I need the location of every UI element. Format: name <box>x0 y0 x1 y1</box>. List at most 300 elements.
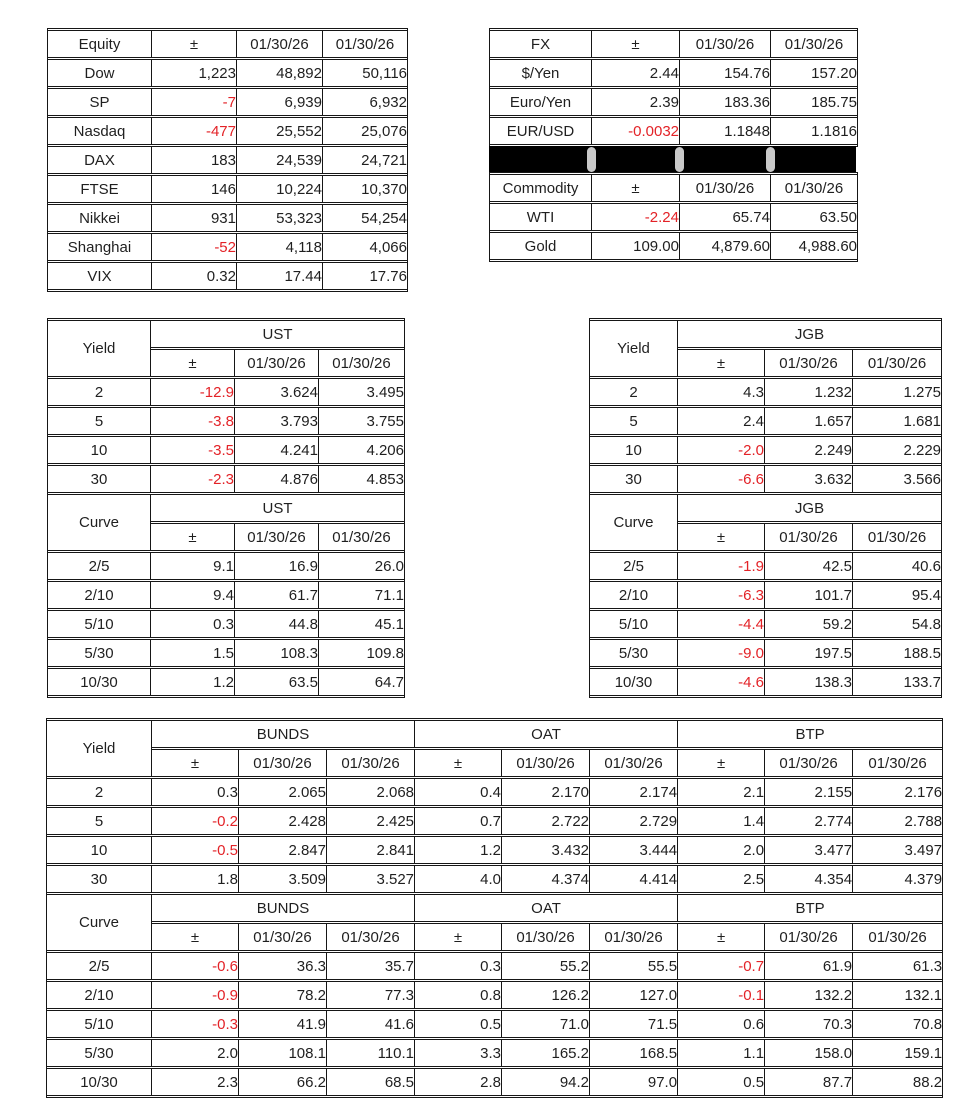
value-cell: 110.1 <box>327 1039 415 1067</box>
value-cell: 24,539 <box>237 146 323 174</box>
row-label: 2/10 <box>590 581 678 609</box>
jgb-table <box>589 318 940 698</box>
value-cell: 2.155 <box>765 778 853 806</box>
row-label: DAX <box>48 146 152 174</box>
value-cell: -3.5 <box>151 436 235 464</box>
value-cell: 2.5 <box>678 865 765 893</box>
value-cell: 71.0 <box>502 1010 590 1038</box>
date-header: 01/30/26 <box>237 30 323 58</box>
value-cell: 40.6 <box>853 552 941 580</box>
table-row <box>47 952 942 980</box>
row-label: 2/10 <box>48 581 151 609</box>
value-cell: 44.8 <box>235 610 319 638</box>
header-row <box>490 30 857 58</box>
table-row <box>47 1039 942 1067</box>
value-cell: 0.5 <box>415 1010 502 1038</box>
value-cell: 25,076 <box>323 117 407 145</box>
row-label: 30 <box>48 465 151 493</box>
group-header-jgb: JGB <box>678 494 941 522</box>
redacted-row <box>489 146 856 172</box>
row-label: 2 <box>48 378 151 406</box>
header-row <box>590 494 941 522</box>
row-label: Dow <box>48 59 152 87</box>
table-row <box>47 1068 942 1096</box>
row-label: 10/30 <box>590 668 678 696</box>
date-header: 01/30/26 <box>765 523 853 551</box>
value-cell: 0.3 <box>151 610 235 638</box>
table-row <box>590 610 941 638</box>
row-label: EUR/USD <box>490 117 592 145</box>
value-cell: -2.24 <box>592 203 680 231</box>
value-cell: 2.068 <box>327 778 415 806</box>
value-cell: 2.1 <box>678 778 765 806</box>
value-cell: 197.5 <box>765 639 853 667</box>
value-cell: 4,118 <box>237 233 323 261</box>
value-cell: 70.8 <box>853 1010 942 1038</box>
value-cell: 3.793 <box>235 407 319 435</box>
value-cell: 95.4 <box>853 581 941 609</box>
header-row <box>490 174 857 202</box>
value-cell: 4.354 <box>765 865 853 893</box>
value-cell: 4.379 <box>853 865 942 893</box>
row-label: 2/5 <box>47 952 152 980</box>
value-cell: 0.3 <box>152 778 239 806</box>
value-cell: 6,932 <box>323 88 407 116</box>
change-header: ± <box>592 174 680 202</box>
value-cell: 1.232 <box>765 378 853 406</box>
value-cell: 94.2 <box>502 1068 590 1096</box>
value-cell: -477 <box>152 117 237 145</box>
group-header-jgb: JGB <box>678 320 941 348</box>
table-row <box>48 552 404 580</box>
value-cell: 2.176 <box>853 778 942 806</box>
value-cell: 2.065 <box>239 778 327 806</box>
value-cell: 0.5 <box>678 1068 765 1096</box>
value-cell: 4.3 <box>678 378 765 406</box>
value-cell: 1.1848 <box>680 117 771 145</box>
value-cell: 17.76 <box>323 262 407 290</box>
group-header-btp: BTP <box>678 894 942 922</box>
value-cell: -12.9 <box>151 378 235 406</box>
value-cell: 2.170 <box>502 778 590 806</box>
group-header-oat: OAT <box>415 894 678 922</box>
header-row <box>47 894 942 922</box>
value-cell: -0.1 <box>678 981 765 1009</box>
date-header: 01/30/26 <box>239 749 327 777</box>
value-cell: -6.3 <box>678 581 765 609</box>
value-cell: 42.5 <box>765 552 853 580</box>
date-header: 01/30/26 <box>327 749 415 777</box>
value-cell: 2.0 <box>678 836 765 864</box>
table-row <box>48 465 404 493</box>
header-row <box>48 320 404 348</box>
date-header: 01/30/26 <box>765 749 853 777</box>
row-label: SP <box>48 88 152 116</box>
value-cell: 66.2 <box>239 1068 327 1096</box>
table-row <box>48 117 407 145</box>
value-cell: 183 <box>152 146 237 174</box>
value-cell: 87.7 <box>765 1068 853 1096</box>
value-cell: 1.2 <box>415 836 502 864</box>
table-row <box>590 407 941 435</box>
value-cell: -0.0032 <box>592 117 680 145</box>
value-cell: 1.275 <box>853 378 941 406</box>
table-row <box>48 407 404 435</box>
europe-bonds-table <box>46 718 941 1098</box>
value-cell: 1,223 <box>152 59 237 87</box>
value-cell: 2.3 <box>152 1068 239 1096</box>
row-label: Shanghai <box>48 233 152 261</box>
date-header: 01/30/26 <box>235 523 319 551</box>
row-label: Gold <box>490 232 592 260</box>
value-cell: 931 <box>152 204 237 232</box>
row-label: 10 <box>47 836 152 864</box>
value-cell: 35.7 <box>327 952 415 980</box>
value-cell: 6,939 <box>237 88 323 116</box>
table-row <box>48 59 407 87</box>
subheader-row <box>47 749 942 777</box>
value-cell: 3.755 <box>319 407 404 435</box>
value-cell: 126.2 <box>502 981 590 1009</box>
value-cell: 183.36 <box>680 88 771 116</box>
column-divider-pill <box>587 147 596 172</box>
table-row <box>590 465 941 493</box>
row-label: 5/30 <box>48 639 151 667</box>
value-cell: 185.75 <box>771 88 857 116</box>
table-row <box>47 1010 942 1038</box>
table-row <box>590 552 941 580</box>
value-cell: 0.6 <box>678 1010 765 1038</box>
value-cell: 3.495 <box>319 378 404 406</box>
value-cell: -1.9 <box>678 552 765 580</box>
value-cell: 41.6 <box>327 1010 415 1038</box>
value-cell: 61.9 <box>765 952 853 980</box>
value-cell: 4.206 <box>319 436 404 464</box>
value-cell: 0.7 <box>415 807 502 835</box>
value-cell: 2.8 <box>415 1068 502 1096</box>
date-header: 01/30/26 <box>239 923 327 951</box>
value-cell: -2.0 <box>678 436 765 464</box>
value-cell: 188.5 <box>853 639 941 667</box>
value-cell: 3.527 <box>327 865 415 893</box>
value-cell: 3.497 <box>853 836 942 864</box>
value-cell: 138.3 <box>765 668 853 696</box>
value-cell: 2.841 <box>327 836 415 864</box>
value-cell: 63.50 <box>771 203 857 231</box>
change-header: ± <box>678 923 765 951</box>
table-row <box>48 88 407 116</box>
value-cell: -0.5 <box>152 836 239 864</box>
value-cell: 24,721 <box>323 146 407 174</box>
value-cell: 0.3 <box>415 952 502 980</box>
yield-corner-label: Yield <box>48 320 151 377</box>
equity-table <box>47 28 406 292</box>
table-row <box>47 778 942 806</box>
table-row <box>490 232 857 260</box>
row-label: 2 <box>590 378 678 406</box>
fx-title: FX <box>490 30 592 58</box>
table-row <box>590 639 941 667</box>
yield-corner-label: Yield <box>590 320 678 377</box>
value-cell: 63.5 <box>235 668 319 696</box>
table-row <box>48 610 404 638</box>
commodity-title: Commodity <box>490 174 592 202</box>
value-cell: 2.4 <box>678 407 765 435</box>
date-header: 01/30/26 <box>319 523 404 551</box>
row-label: 5 <box>47 807 152 835</box>
row-label: 2/5 <box>590 552 678 580</box>
row-label: 30 <box>47 865 152 893</box>
table-row <box>590 436 941 464</box>
change-header: ± <box>678 349 765 377</box>
value-cell: 168.5 <box>590 1039 678 1067</box>
value-cell: 157.20 <box>771 59 857 87</box>
value-cell: 78.2 <box>239 981 327 1009</box>
equity-title: Equity <box>48 30 152 58</box>
value-cell: 4.0 <box>415 865 502 893</box>
value-cell: 16.9 <box>235 552 319 580</box>
value-cell: 154.76 <box>680 59 771 87</box>
table-row <box>48 175 407 203</box>
row-label: 10 <box>590 436 678 464</box>
row-label: 5/30 <box>47 1039 152 1067</box>
curve-corner-label: Curve <box>590 494 678 551</box>
row-label: 10/30 <box>48 668 151 696</box>
value-cell: 55.2 <box>502 952 590 980</box>
date-header: 01/30/26 <box>853 349 941 377</box>
value-cell: 61.3 <box>853 952 942 980</box>
table-row <box>48 581 404 609</box>
table-row <box>48 436 404 464</box>
value-cell: 50,116 <box>323 59 407 87</box>
value-cell: 2.425 <box>327 807 415 835</box>
value-cell: 101.7 <box>765 581 853 609</box>
date-header: 01/30/26 <box>323 30 407 58</box>
value-cell: -3.8 <box>151 407 235 435</box>
change-header: ± <box>152 30 237 58</box>
value-cell: 41.9 <box>239 1010 327 1038</box>
curve-corner-label: Curve <box>47 894 152 951</box>
value-cell: -0.7 <box>678 952 765 980</box>
ust-table <box>47 318 403 698</box>
change-header: ± <box>592 30 680 58</box>
row-label: FTSE <box>48 175 152 203</box>
value-cell: 3.444 <box>590 836 678 864</box>
value-cell: -52 <box>152 233 237 261</box>
value-cell: 26.0 <box>319 552 404 580</box>
value-cell: -4.4 <box>678 610 765 638</box>
date-header: 01/30/26 <box>327 923 415 951</box>
value-cell: 3.624 <box>235 378 319 406</box>
row-label: 5/30 <box>590 639 678 667</box>
value-cell: 77.3 <box>327 981 415 1009</box>
fx-table <box>489 28 856 147</box>
date-header: 01/30/26 <box>590 923 678 951</box>
value-cell: 127.0 <box>590 981 678 1009</box>
row-label: 10 <box>48 436 151 464</box>
value-cell: 4.853 <box>319 465 404 493</box>
subheader-row <box>47 923 942 951</box>
value-cell: 1.657 <box>765 407 853 435</box>
table-row <box>48 378 404 406</box>
change-header: ± <box>678 749 765 777</box>
change-header: ± <box>152 749 239 777</box>
row-label: 30 <box>590 465 678 493</box>
value-cell: 2.729 <box>590 807 678 835</box>
value-cell: 25,552 <box>237 117 323 145</box>
value-cell: 2.788 <box>853 807 942 835</box>
row-label: 5/10 <box>47 1010 152 1038</box>
group-header-ust: UST <box>151 320 404 348</box>
table-row <box>48 639 404 667</box>
table-row <box>490 88 857 116</box>
table-row <box>48 668 404 696</box>
date-header: 01/30/26 <box>235 349 319 377</box>
value-cell: 59.2 <box>765 610 853 638</box>
table-row <box>47 865 942 893</box>
value-cell: 10,370 <box>323 175 407 203</box>
value-cell: 132.1 <box>853 981 942 1009</box>
table-row <box>48 262 407 290</box>
value-cell: -2.3 <box>151 465 235 493</box>
value-cell: 2.722 <box>502 807 590 835</box>
value-cell: 133.7 <box>853 668 941 696</box>
table-row <box>490 117 857 145</box>
value-cell: -7 <box>152 88 237 116</box>
value-cell: -0.6 <box>152 952 239 980</box>
value-cell: 65.74 <box>680 203 771 231</box>
date-header: 01/30/26 <box>765 349 853 377</box>
table-row <box>47 981 942 1009</box>
group-header-ust: UST <box>151 494 404 522</box>
row-label: 10/30 <box>47 1068 152 1096</box>
value-cell: 3.509 <box>239 865 327 893</box>
row-label: 2/10 <box>47 981 152 1009</box>
value-cell: 9.4 <box>151 581 235 609</box>
value-cell: 48,892 <box>237 59 323 87</box>
value-cell: 71.1 <box>319 581 404 609</box>
value-cell: 2.229 <box>853 436 941 464</box>
value-cell: 9.1 <box>151 552 235 580</box>
value-cell: 1.2 <box>151 668 235 696</box>
value-cell: 2.0 <box>152 1039 239 1067</box>
table-row <box>590 581 941 609</box>
header-row <box>48 494 404 522</box>
value-cell: 3.632 <box>765 465 853 493</box>
value-cell: 146 <box>152 175 237 203</box>
date-header: 01/30/26 <box>853 923 942 951</box>
date-header: 01/30/26 <box>590 749 678 777</box>
value-cell: 3.3 <box>415 1039 502 1067</box>
value-cell: 3.566 <box>853 465 941 493</box>
group-header-bunds: BUNDS <box>152 720 415 748</box>
date-header: 01/30/26 <box>765 923 853 951</box>
date-header: 01/30/26 <box>502 749 590 777</box>
value-cell: 1.8 <box>152 865 239 893</box>
column-divider-pill <box>766 147 775 172</box>
row-label: WTI <box>490 203 592 231</box>
table-row <box>47 836 942 864</box>
value-cell: 4.876 <box>235 465 319 493</box>
row-label: Nikkei <box>48 204 152 232</box>
date-header: 01/30/26 <box>680 174 771 202</box>
change-header: ± <box>152 923 239 951</box>
row-label: Nasdaq <box>48 117 152 145</box>
value-cell: 108.1 <box>239 1039 327 1067</box>
row-label: 2 <box>47 778 152 806</box>
date-header: 01/30/26 <box>771 30 857 58</box>
row-label: VIX <box>48 262 152 290</box>
row-label: $/Yen <box>490 59 592 87</box>
change-header: ± <box>415 923 502 951</box>
value-cell: 1.681 <box>853 407 941 435</box>
row-label: 5/10 <box>48 610 151 638</box>
value-cell: 0.4 <box>415 778 502 806</box>
value-cell: 64.7 <box>319 668 404 696</box>
date-header: 01/30/26 <box>853 523 941 551</box>
value-cell: 165.2 <box>502 1039 590 1067</box>
value-cell: 88.2 <box>853 1068 942 1096</box>
value-cell: 2.44 <box>592 59 680 87</box>
value-cell: 45.1 <box>319 610 404 638</box>
value-cell: 2.39 <box>592 88 680 116</box>
table-row <box>48 204 407 232</box>
value-cell: 2.847 <box>239 836 327 864</box>
value-cell: 108.3 <box>235 639 319 667</box>
value-cell: 109.8 <box>319 639 404 667</box>
value-cell: 0.32 <box>152 262 237 290</box>
table-row <box>590 668 941 696</box>
change-header: ± <box>151 349 235 377</box>
table-row <box>490 203 857 231</box>
value-cell: 4.241 <box>235 436 319 464</box>
value-cell: 2.174 <box>590 778 678 806</box>
value-cell: 3.432 <box>502 836 590 864</box>
table-row <box>490 59 857 87</box>
value-cell: -0.9 <box>152 981 239 1009</box>
value-cell: 2.774 <box>765 807 853 835</box>
header-row <box>47 720 942 748</box>
table-row <box>590 378 941 406</box>
value-cell: 3.477 <box>765 836 853 864</box>
value-cell: 10,224 <box>237 175 323 203</box>
value-cell: 158.0 <box>765 1039 853 1067</box>
value-cell: 159.1 <box>853 1039 942 1067</box>
value-cell: 4.414 <box>590 865 678 893</box>
value-cell: 132.2 <box>765 981 853 1009</box>
column-divider-pill <box>675 147 684 172</box>
table-row <box>47 807 942 835</box>
value-cell: 97.0 <box>590 1068 678 1096</box>
value-cell: 17.44 <box>237 262 323 290</box>
header-row <box>590 320 941 348</box>
value-cell: 0.8 <box>415 981 502 1009</box>
value-cell: 70.3 <box>765 1010 853 1038</box>
commodity-table <box>489 172 856 262</box>
value-cell: 55.5 <box>590 952 678 980</box>
value-cell: 1.4 <box>678 807 765 835</box>
value-cell: 109.00 <box>592 232 680 260</box>
value-cell: -6.6 <box>678 465 765 493</box>
value-cell: 4,879.60 <box>680 232 771 260</box>
date-header: 01/30/26 <box>502 923 590 951</box>
value-cell: 36.3 <box>239 952 327 980</box>
date-header: 01/30/26 <box>771 174 857 202</box>
group-header-btp: BTP <box>678 720 942 748</box>
value-cell: 2.249 <box>765 436 853 464</box>
row-label: 2/5 <box>48 552 151 580</box>
table-row <box>48 146 407 174</box>
